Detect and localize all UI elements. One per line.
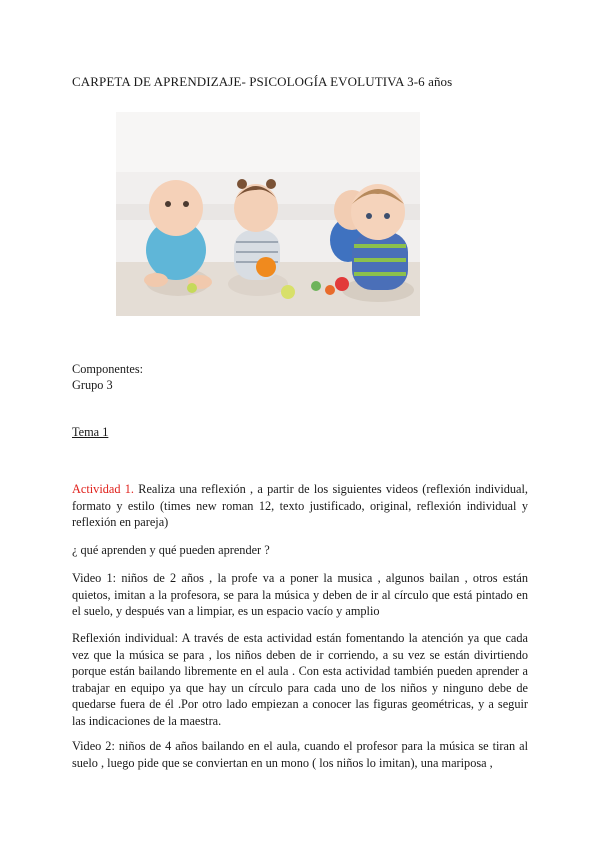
- tema-heading: Tema 1: [72, 425, 109, 439]
- babies-photo: [116, 112, 420, 316]
- reflection1-paragraph: Reflexión individual: A través de esta actividad están fomentando la atención ya que cada vez que la música se para , los niños deben de ir corriendo, a su vez se están divirtiendo porque están bailando libremente en el aula . Con esta actividad también pueden aprender a trabajar en equipo ya que hay un círculo para cada uno de los niños y ninguno debe de quedarse fuera de él .Por otro lado empiezan a conocer las figuras geométricas, y a seguir las indicaciones de la maestra.: [72, 631, 528, 728]
- activity-paragraph: [72, 481, 528, 531]
- babies-photo-icon: [116, 112, 420, 316]
- video1-paragraph: Video 1: niños de 2 años , la profe va a poner la musica , algunos bailan , otros están quietos, imitan a la profesora, se para la música y deben de ir al círculo que está pintado en el suelo, y después van a limpiar, es un espacio vacío y amplio: [72, 571, 528, 618]
- grupo-label: Grupo 3: [72, 378, 113, 392]
- question-paragraph: ¿ qué aprenden y qué pueden aprender ?: [72, 543, 270, 557]
- activity-text: Realiza una reflexión , a partir de los siguientes videos (reflexión individual, formato y estilo (times new roman 12, texto justificado, original, reflexión individual y reflexión en pareja): [72, 482, 528, 529]
- activity-label: Actividad 1.: [72, 482, 134, 496]
- video2-paragraph: Video 2: niños de 4 años bailando en el aula, cuando el profesor para la música se tiran al suelo , luego pide que se conviertan en un mono ( los niños lo imitan), una mariposa ,: [72, 739, 528, 770]
- componentes-label: Componentes:: [72, 362, 144, 376]
- document-title: CARPETA DE APRENDIZAJE- PSICOLOGÍA EVOLUTIVA 3-6 años: [72, 74, 453, 89]
